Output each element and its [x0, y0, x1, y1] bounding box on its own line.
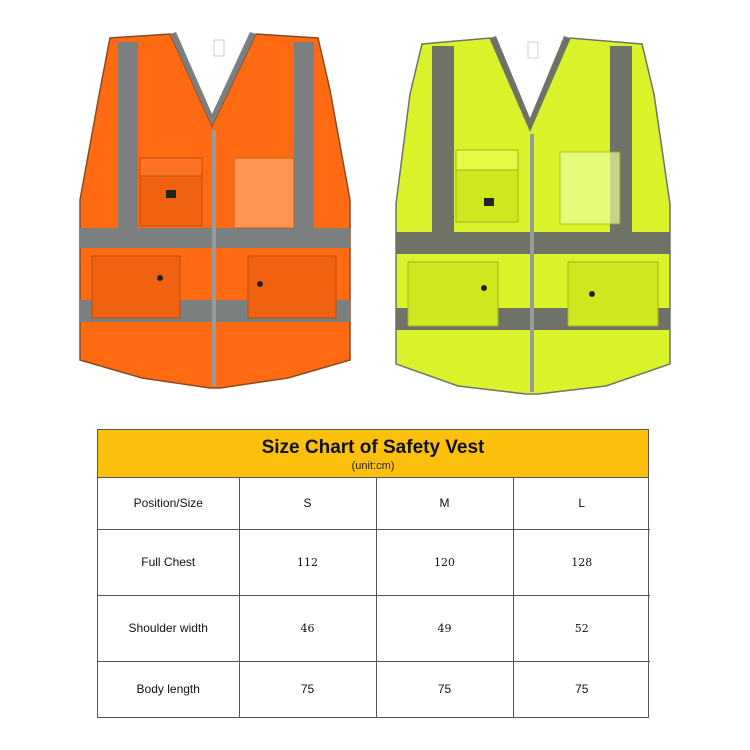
- table-row: [98, 661, 650, 717]
- size-chart-title: Size Chart of Safety Vest: [261, 437, 485, 458]
- table-row: [98, 529, 650, 595]
- row-label: Full Chest: [98, 529, 239, 595]
- table-cell: 120: [376, 529, 513, 595]
- table-cell: 46: [239, 595, 376, 661]
- row-label: Body length: [98, 661, 239, 717]
- size-table: [98, 478, 650, 717]
- size-chart: [97, 429, 649, 718]
- table-cell: 49: [376, 595, 513, 661]
- table-cell: 112: [239, 529, 376, 595]
- column-header: Position/Size: [98, 478, 239, 529]
- orange-safety-vest-image: [74, 30, 356, 390]
- size-chart-header: [98, 430, 648, 478]
- column-header: L: [513, 478, 650, 529]
- column-header: S: [239, 478, 376, 529]
- table-cell: 75: [239, 661, 376, 717]
- table-cell: 52: [513, 595, 650, 661]
- size-chart-unit: (unit:cm): [351, 460, 395, 472]
- table-cell: 128: [513, 529, 650, 595]
- table-row: [98, 595, 650, 661]
- table-cell: 75: [376, 661, 513, 717]
- row-label: Shoulder width: [98, 595, 239, 661]
- column-header: M: [376, 478, 513, 529]
- table-header-row: [98, 478, 650, 529]
- yellow-safety-vest-image: [392, 34, 672, 396]
- table-cell: 75: [513, 661, 650, 717]
